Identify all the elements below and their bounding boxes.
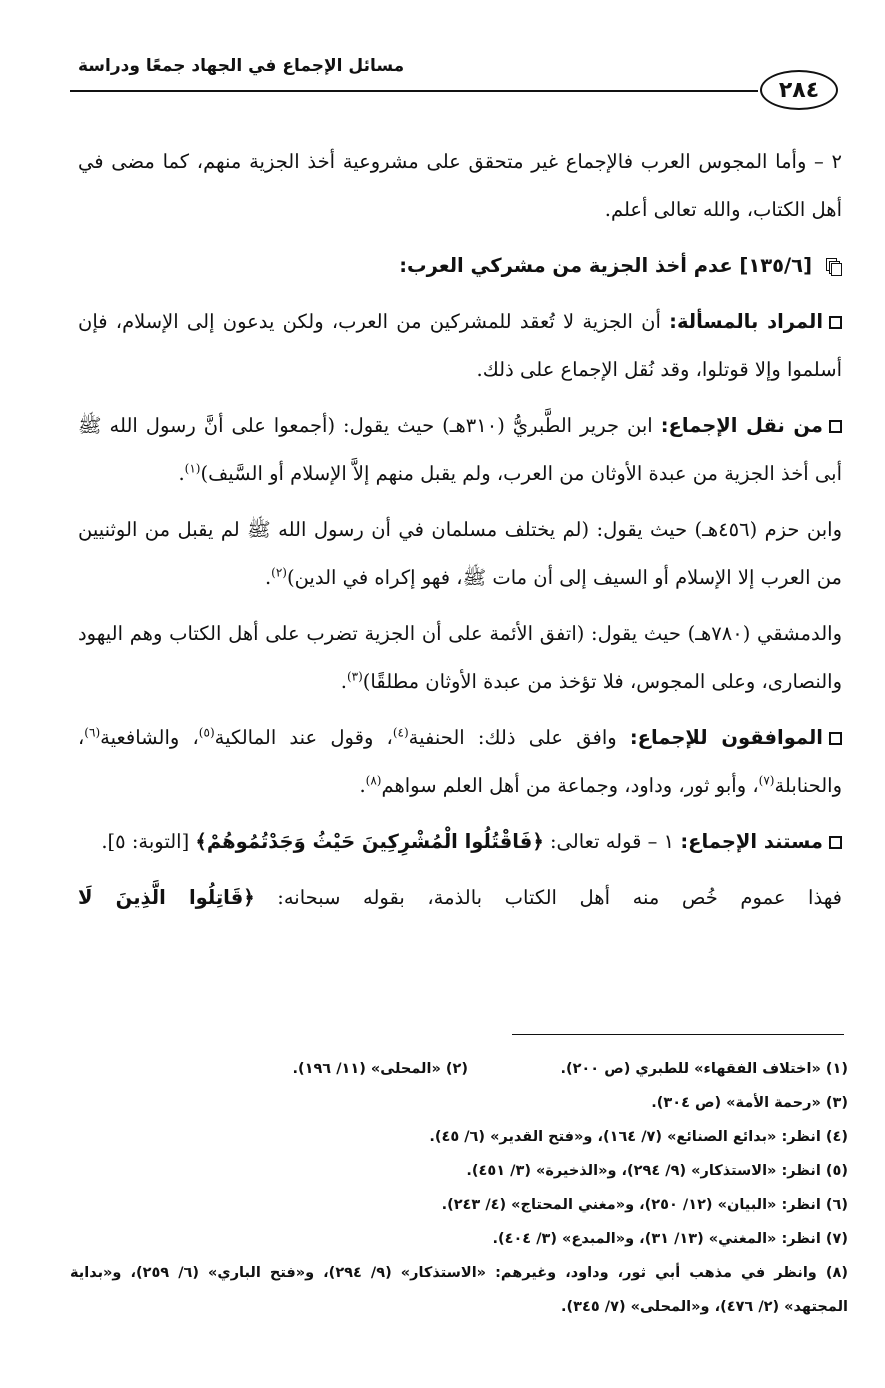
footnote-ref-2: (٢): [271, 565, 287, 580]
text-tabari: ابن جرير الطَّبريُّ (٣١٠هـ) حيث يقول: (أجمعوا على أنَّ رسول الله ﷺ أبى أخذ الجزية من عبدة الأوثان من العرب، ولم يقبل منهم إلاَّ الإسلام أو السَّيف): [78, 414, 842, 485]
paragraph-ibn-hazm: وابن حزم (٤٥٦هـ) حيث يقول: (لم يختلف مسلمان في أن رسول الله ﷺ لم يقبل من الوثنيين من العرب إلا الإسلام أو السيف إلى أن مات ﷺ، فهو إكراه في الدين)$^{(٢)}$.: [78, 518, 842, 589]
text-specification: فهذا عموم خُص منه أهل الكتاب بالذمة، بقوله سبحانه:: [277, 886, 843, 909]
label-agreeing: الموافقون للإجماع:: [629, 726, 823, 749]
square-bullet-icon: [829, 316, 842, 329]
paragraph-specification: [78, 874, 842, 922]
footnote-ref-3: (٣): [346, 669, 363, 684]
paragraph-majus: ٢ – وأما المجوس العرب فالإجماع غير متحقق على مشروعية أخذ الجزية منهم، كما مضى في أهل الكتاب، والله تعالى أعلم.: [78, 150, 842, 221]
text-agreeing-hanbali: ، والحنابلة: [78, 726, 842, 797]
running-header: [58, 40, 848, 110]
section-heading: [78, 242, 842, 290]
label-transmitters: من نقل الإجماع:: [660, 414, 823, 437]
text-ibn-hazm: وابن حزم (٤٥٦هـ) حيث يقول: (لم يختلف مسلمان في أن رسول الله ﷺ لم يقبل من الوثنيين من العرب إلا الإسلام أو السيف إلى أن مات ﷺ، فهو إكراه في الدين): [78, 518, 842, 589]
footnote-separator: [512, 1034, 844, 1035]
square-bullet-icon: [829, 732, 842, 745]
documents-icon: [826, 258, 842, 276]
footnotes: [70, 1052, 848, 1324]
footnote-1: (١) «اختلاف الفقهاء» للطبري (ص ٢٠٠).: [560, 1061, 848, 1077]
label-evidence: مستند الإجماع:: [680, 830, 823, 853]
section-heading-text: [١٣٥/٦] عدم أخذ الجزية من مشركي العرب:: [399, 254, 812, 277]
paragraph-evidence: [78, 818, 842, 866]
footnote-4: (٤) انظر: «بدائع الصنائع» (٧/ ١٦٤)، و«فتح القدير» (٦/ ٤٥).: [429, 1129, 848, 1145]
main-text: [78, 138, 842, 930]
footnote-8: (٨) وانظر في مذهب أبي ثور، وداود، وغيرهم: «الاستذكار» (٩/ ٢٩٤)، و«فتح الباري» (٦/ ٢٥٩)، و«بداية المجتهد» (٢/ ٤٧٦)، و«المحلى» (٧/ ٣٤٥).: [70, 1265, 848, 1315]
footnote-ref-5: (٥): [198, 725, 215, 740]
header-rule: [70, 90, 758, 92]
text-evidence-intro: ١ – قوله تعالى:: [549, 830, 675, 853]
footnote-row: [70, 1052, 848, 1086]
text-dimashqi: والدمشقي (٧٨٠هـ) حيث يقول: (اتفق الأئمة على أن الجزية تضرب على أهل الكتاب وهم اليهود والنصارى، وعلى المجوس، فلا تؤخذ من عبدة الأوثان مطلقًا): [78, 622, 842, 693]
footnote-3: (٣) «رحمة الأمة» (ص ٣٠٤).: [651, 1095, 848, 1111]
footnote-5: (٥) انظر: «الاستذكار» (٩/ ٢٩٤)، و«الذخيرة» (٣/ ٤٥١).: [466, 1163, 848, 1179]
label-meaning: المراد بالمسألة:: [669, 310, 824, 333]
paragraph-transmitters: من نقل الإجماع: ابن جرير الطَّبريُّ (٣١٠هـ) حيث يقول: (أجمعوا على أنَّ رسول الله ﷺ أبى أخذ الجزية من عبدة الأوثان من العرب، ولم يقبل منهم إلاَّ الإسلام أو السَّيف)$^{(١)}$.: [78, 414, 842, 485]
text-agreeing-maliki: ، وقول عند المالكية: [214, 726, 393, 749]
text-meaning: أن الجزية لا تُعقد للمشركين من العرب، ولكن يدعون إلى الإسلام، فإن أسلموا وإلا قوتلوا، وقد نُقل الإجماع على ذلك.: [78, 310, 842, 381]
footnote-6: (٦) انظر: «البيان» (١٢/ ٢٥٠)، و«مغني المحتاج» (٤/ ٢٤٣).: [441, 1197, 848, 1213]
footnote-ref-4: (٤): [392, 725, 409, 740]
paragraph-agreeing: الموافقون للإجماع: وافق على ذلك: الحنفية$^{(٤)}$، وقول عند المالكية$^{(٥)}$، والشافعية$^{(٦)}$، والحنابلة$^{(٧)}$، وأبو ثور، وداود، وجماعة من أهل العلم سواهم$^{(٨)}$.: [78, 725, 842, 797]
footnote-ref-6: (٦): [84, 725, 101, 740]
footnote-7: (٧) انظر: «المغني» (١٣/ ٣١)، و«المبدع» (٣/ ٤٠٤).: [492, 1231, 848, 1247]
footnote-ref-1: (١): [184, 461, 201, 476]
square-bullet-icon: [829, 420, 842, 433]
quran-verse-1: ﴿فَاقْتُلُوا الْمُشْرِكِينَ حَيْثُ وَجَدْتُمُوهُمْ﴾: [195, 830, 544, 853]
page-number-badge: [760, 70, 838, 110]
footnote-ref-7: (٧): [758, 773, 775, 788]
quran-reference-1: [التوبة: ٥].: [101, 830, 190, 853]
text-agreeing-hanafi: وافق على ذلك: الحنفية: [408, 726, 617, 749]
footnote-ref-8: (٨): [365, 773, 382, 788]
page-number: ٢٨٤: [778, 77, 820, 103]
quran-verse-2: ﴿قَاتِلُوا الَّذِينَ لَا: [78, 886, 255, 909]
footnote-2: (٢) «المحلى» (١١/ ١٩٦).: [292, 1061, 468, 1077]
text-agreeing-shafii: ، والشافعية: [100, 726, 199, 749]
square-bullet-icon: [829, 836, 842, 849]
paragraph-meaning: [78, 298, 842, 394]
text-agreeing-others: ، وأبو ثور، وداود، وجماعة من أهل العلم سواهم: [381, 774, 759, 797]
paragraph-dimashqi: والدمشقي (٧٨٠هـ) حيث يقول: (اتفق الأئمة على أن الجزية تضرب على أهل الكتاب وهم اليهود والنصارى، وعلى المجوس، فلا تؤخذ من عبدة الأوثان مطلقًا)$^{(٣)}$.: [78, 622, 842, 693]
book-title: مسائل الإجماع في الجهاد جمعًا ودراسة: [78, 56, 405, 76]
